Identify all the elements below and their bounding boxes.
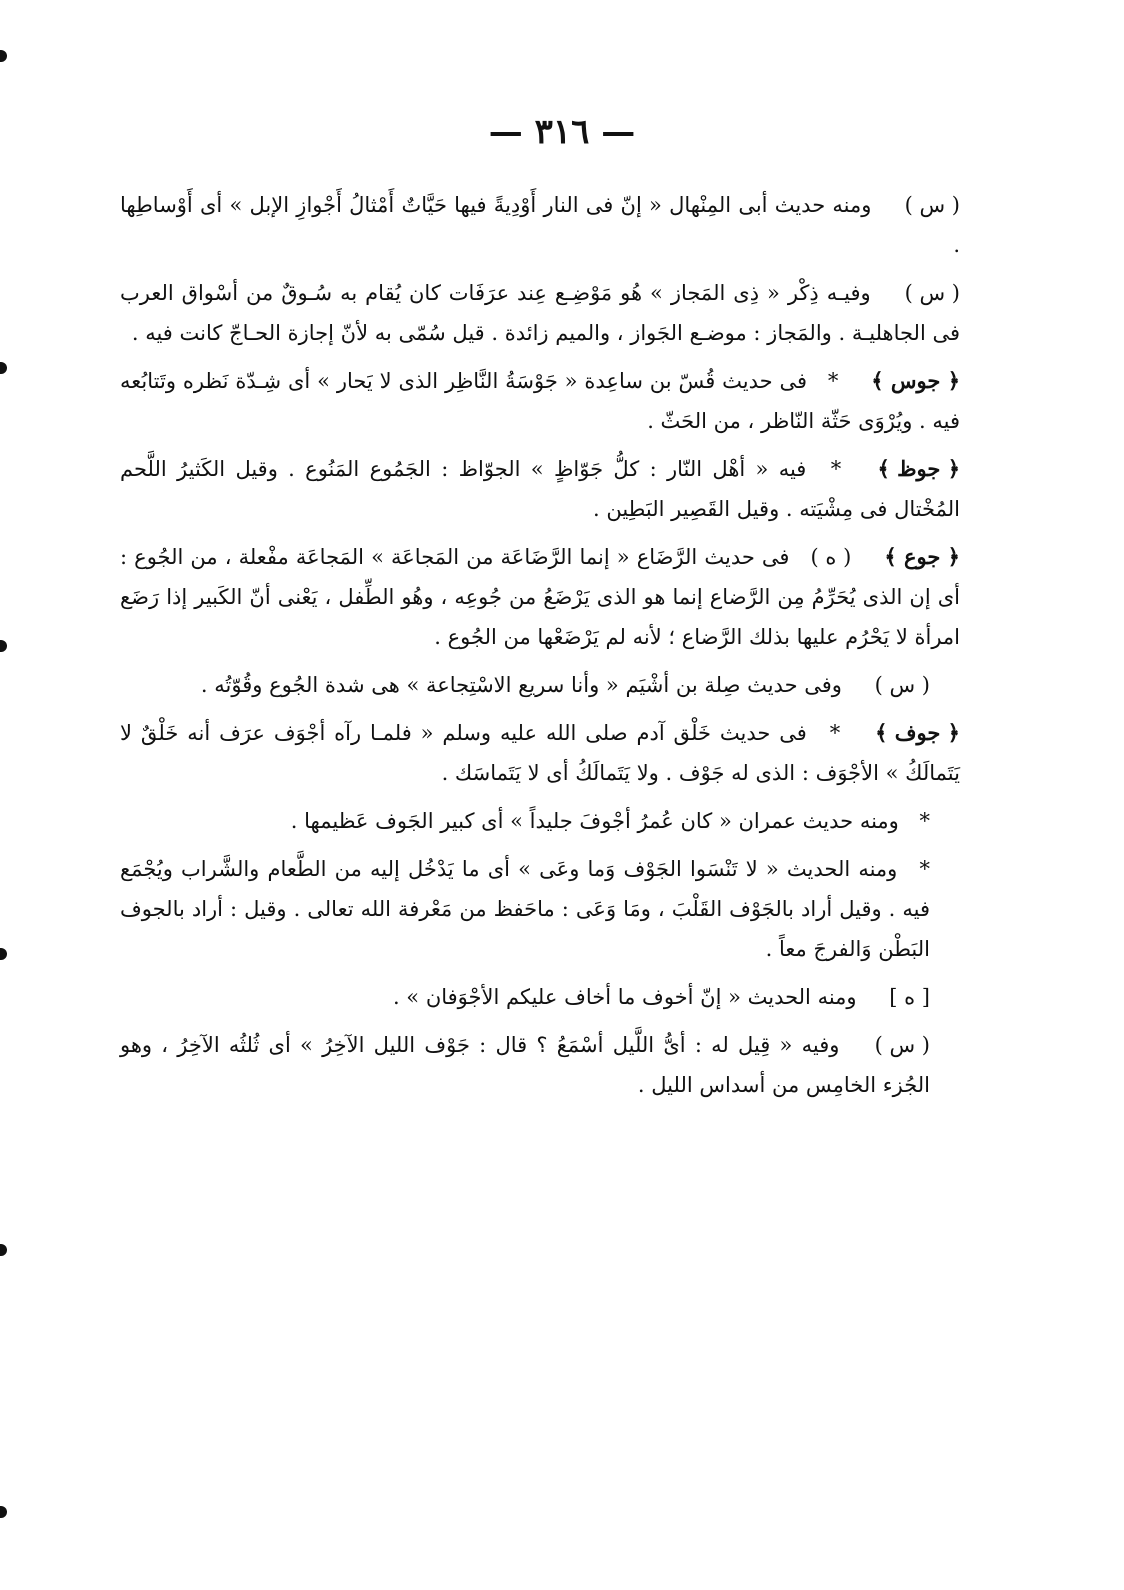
entry-marker: *: [829, 721, 841, 745]
root-heading: ﴿ جوع ﴾: [884, 544, 960, 569]
entry: [120, 273, 960, 353]
entry-text: ومنه حديث عمران « كان عُمرُ أجْوفَ جليداً » أى كبير الجَوف عَظيمها .: [290, 809, 899, 833]
entry: [120, 185, 960, 265]
entry-text: وفيه « قِيل له : أىُّ اللَّيل أسْمَعُ ؟ قال : جَوْف الليل الآخِرُ » أى ثُلثُه الآخِرُ ، وهو الجُزء الخامِس من أسداس الليل .: [120, 1033, 930, 1097]
entry-marker: *: [830, 457, 842, 481]
entry-marker: *: [827, 369, 839, 393]
entry: [120, 977, 960, 1017]
entry-text: وفيـه ذِكْر « ذِى المَجاز » هُو مَوْضِـع عِند عرَفَات كان يُقام به سُـوقٌ من أسْواق العرب فى الجاهليـة . والمَجاز : موضـع الجَواز ، والميم زائدة . قيل سُمّى به لأنّ إجازة الحـاجّ كانت فيه .: [120, 281, 960, 345]
margin-mark: [0, 948, 7, 960]
source-tag: [ ه ]: [889, 985, 930, 1009]
margin-mark: [0, 1506, 7, 1518]
entry-text: ومنه حديث أبى المِنْهال « إنّ فى النار أَوْدِيةً فيها حَيَّاتٌ أَمْثالُ أَجْوازِ الإبل » أى أَوْساطِها .: [120, 193, 960, 257]
margin-mark: [0, 362, 7, 374]
entry-text: ومنه الحديث « لا تَنْسَوا الجَوْف وَما وعَى » أى ما يَدْخُل إليه من الطَّعام والشَّراب ويُجْمَع فيه . وقيل أراد بالجَوْف القَلْبَ ، ومَا وَعَى : ماحَفظ من مَعْرفة الله تعالى . وقيل : أراد بالجوف البَطْن وَالفرجَ معاً .: [120, 857, 930, 961]
entry-text: فى حديث خَلْق آدم صلى الله عليه وسلم « فلمـا رآه أجْوَف عرَف أنه خَلْقٌ لا يَتَمالَكُ » الأجْوَف : الذى له جَوْف . ولا يَتَمالَكُ أى لا يَتَماسَك .: [120, 721, 960, 785]
root-heading: ﴿ جوس ﴾: [871, 368, 960, 393]
entry-text: فى حديث قُسّ بن ساعِدة « جَوْسَةُ النَّاظِر الذى لا يَحار » أى شِـدّة نَظره وتَتابُعه فيه . ويُرْوَى حَثّة النّاظر ، من الحَثّ .: [120, 369, 960, 433]
margin-mark: [0, 1244, 7, 1256]
page-number: — ٣١٦ —: [488, 112, 636, 152]
entry: [120, 849, 960, 969]
entry-text: فيه « أهْل النّار : كلُّ جَوّاظٍ » الجوّاظ : الجَمُوع المَنُوع . وقيل الكَثيرُ اللَّحم المُخْتال فى مِشْيَته . وقيل القَصِير البَطِين .: [120, 457, 960, 521]
source-tag: ( س ): [874, 1033, 930, 1057]
source-tag: ( س ): [904, 281, 960, 305]
entry: [120, 1025, 960, 1105]
root-heading: ﴿ جوظ ﴾: [877, 456, 960, 481]
entry-marker: ( ه ): [810, 545, 852, 569]
entry: [120, 449, 960, 529]
entry-text: ومنه الحديث « إنّ أخوف ما أخاف عليكم الأجْوَفان » .: [392, 985, 857, 1009]
entry: [120, 537, 960, 657]
entry: [120, 801, 960, 841]
entry-marker: *: [919, 809, 930, 833]
margin-mark: [0, 50, 7, 62]
entry-text: فى حديث الرَّضَاع « إنما الرَّضَاعَة من المَجاعَة » المَجاعَة مفْعلة ، من الجُوع : أى إن الذى يُحَرِّمُ مِن الرَّضاع إنما هو الذى يَرْضَعُ من جُوعِه ، وهُو الطِّفل ، يَعْنى أنّ الكَبير إذا رَضَع امرأة لا يَحْرُم عليها بذلك الرَّضاع ؛ لأنه لم يَرْضَعْها من الجُوع .: [120, 545, 960, 649]
source-tag: ( س ): [874, 673, 930, 697]
margin-mark: [0, 640, 7, 652]
source-tag: ( س ): [904, 193, 960, 217]
entry: [120, 361, 960, 441]
entry-text: وفى حديث صِلة بن أشْيَم « وأنا سريع الاسْتِجاعة » هى شدة الجُوع وقُوّتُه .: [200, 673, 842, 697]
root-heading: ﴿ جوف ﴾: [875, 720, 960, 745]
entry: [120, 713, 960, 793]
entry-marker: *: [919, 857, 930, 881]
body-text: [120, 185, 960, 1113]
entry: [120, 665, 960, 705]
